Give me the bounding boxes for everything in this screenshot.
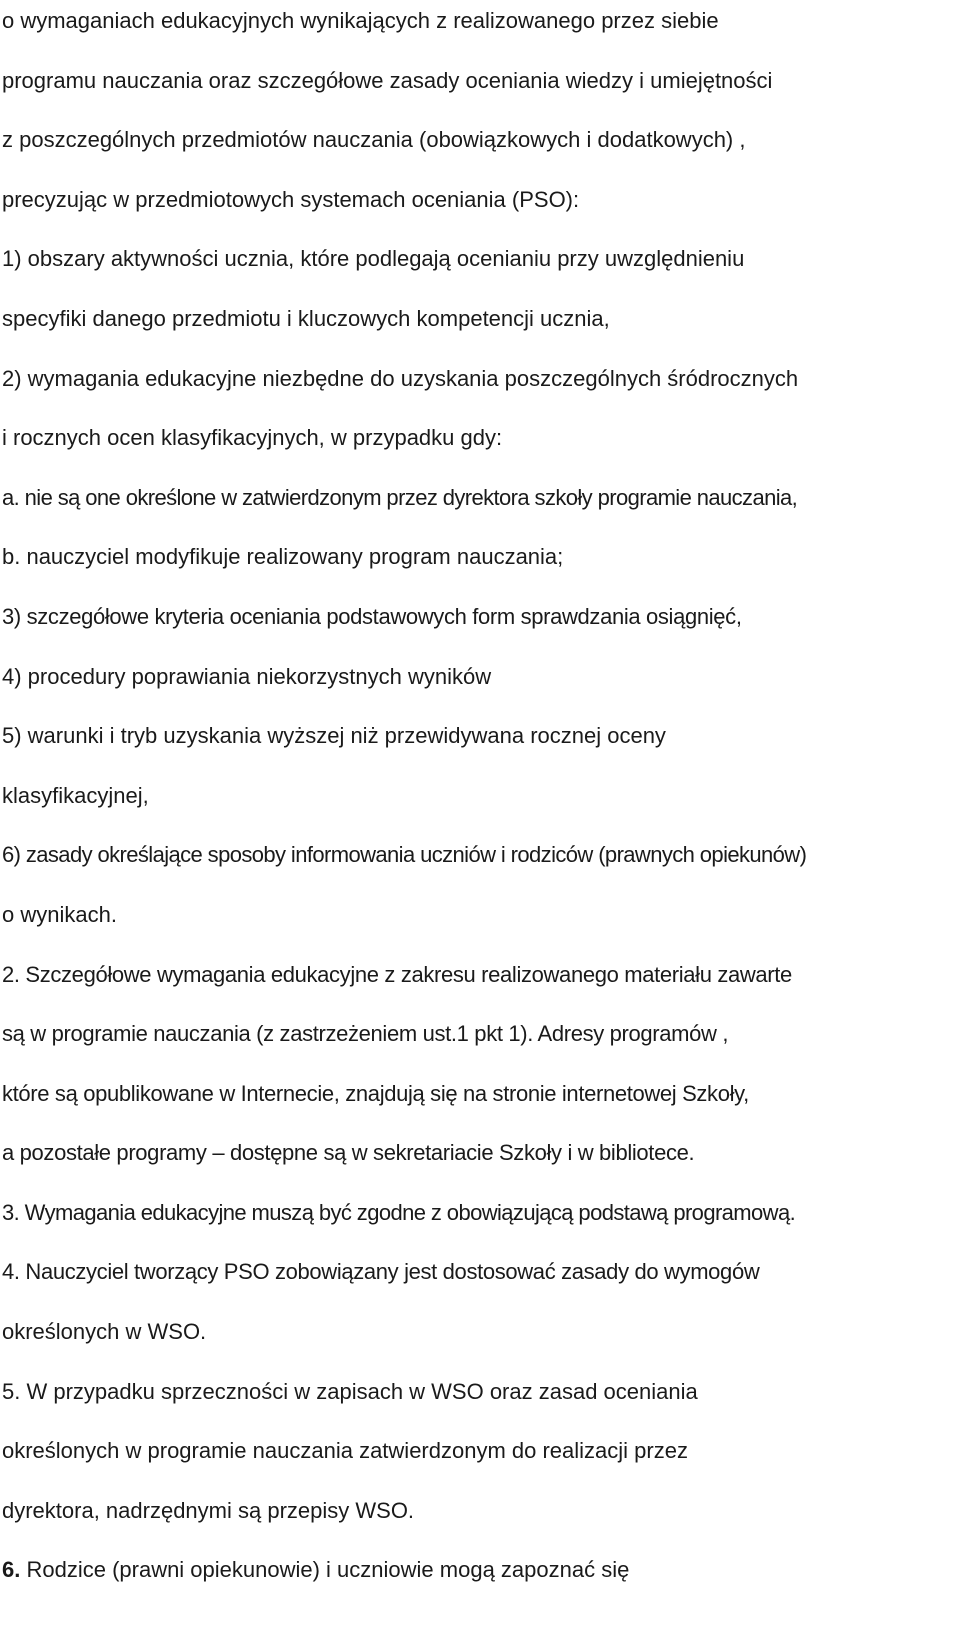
text-line: są w programie nauczania (z zastrzeżeniem ust.1 pkt 1). Adresy programów , — [2, 1021, 729, 1047]
paragraph-number: 6. — [2, 1557, 21, 1583]
text-line: określonych w WSO. — [2, 1319, 207, 1345]
text-line: z poszczególnych przedmiotów nauczania (obowiązkowych i dodatkowych) , — [2, 127, 746, 153]
text-line: o wynikach. — [2, 901, 117, 927]
text-line: precyzując w przedmiotowych systemach oceniania (PSO): — [2, 186, 580, 212]
text-line: programu nauczania oraz szczegółowe zasady oceniania wiedzy i umiejętności — [2, 67, 773, 93]
text-line: 4. Nauczyciel tworzący PSO zobowiązany jest dostosować zasady do wymogów — [2, 1259, 760, 1285]
paragraph-text: Rodzice (prawni opiekunowie) i uczniowie mogą zapoznać się — [20, 1557, 630, 1583]
text-line: b. nauczyciel modyfikuje realizowany program nauczania; — [2, 544, 564, 570]
text-line: i rocznych ocen klasyfikacyjnych, w przypadku gdy: — [2, 425, 503, 451]
text-line: 5) warunki i tryb uzyskania wyższej niż przewidywana rocznej oceny — [2, 723, 666, 749]
text-line: 4) procedury poprawiania niekorzystnych wyników — [2, 663, 492, 689]
text-line: a pozostałe programy – dostępne są w sekretariacie Szkoły i w bibliotece. — [2, 1140, 695, 1166]
text-line: o wymaganiach edukacyjnych wynikających z realizowanego przez siebie — [2, 8, 719, 33]
text-line: które są opublikowane w Internecie, znajdują się na stronie internetowej Szkoły, — [2, 1080, 749, 1106]
text-line: 5. W przypadku sprzeczności w zapisach w WSO oraz zasad oceniania — [2, 1378, 698, 1404]
text-line: określonych w programie nauczania zatwierdzonym do realizacji przez — [2, 1438, 688, 1464]
text-line: a. nie są one określone w zatwierdzonym przez dyrektora szkoły programie nauczania, — [2, 484, 798, 510]
text-line: 6) zasady określające sposoby informowania uczniów i rodziców (prawnych opiekunów) — [2, 842, 807, 868]
text-line: specyfiki danego przedmiotu i kluczowych kompetencji ucznia, — [2, 305, 610, 331]
text-line: 2. Szczegółowe wymagania edukacyjne z zakresu realizowanego materiału zawarte — [2, 961, 792, 987]
text-line: klasyfikacyjnej, — [2, 782, 149, 808]
text-line: 2) wymagania edukacyjne niezbędne do uzyskania poszczególnych śródrocznych — [2, 365, 799, 391]
text-line: dyrektora, nadrzędnymi są przepisy WSO. — [2, 1497, 415, 1523]
text-line: 3. Wymagania edukacyjne muszą być zgodne z obowiązującą podstawą programową. — [2, 1199, 796, 1225]
text-line: 1) obszary aktywności ucznia, które podlegają ocenianiu przy uwzględnieniu — [2, 246, 745, 272]
text-line — [2, 1553, 960, 1613]
text-line: 3) szczegółowe kryteria oceniania podstawowych form sprawdzania osiągnięć, — [2, 603, 742, 629]
